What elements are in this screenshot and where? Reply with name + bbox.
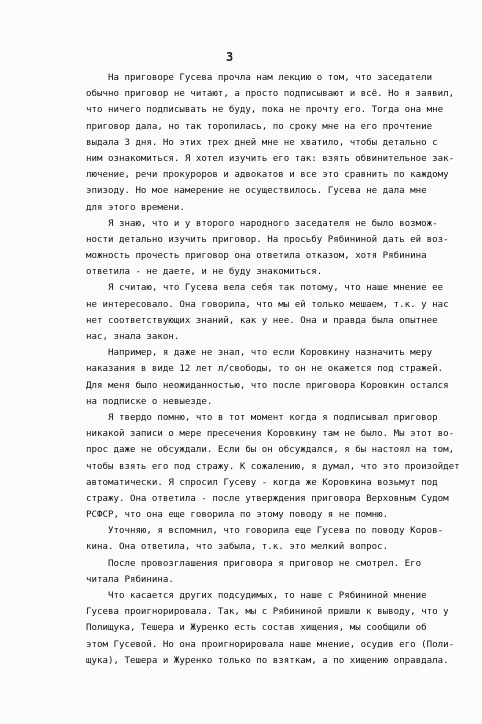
text-line: стражу. Она ответила - после утверждения приговора Верховным Судом: [86, 493, 449, 504]
text-line: Я считаю, что Гусева вела себя так потому, что наше мнение ее: [86, 283, 444, 294]
text-line: Уточняю, я вспомнил, что говорила еще Гусева по поводу Коров-: [86, 526, 444, 537]
text-line: Для меня было неожиданностью, что после приговора Коровкин остался: [86, 380, 449, 391]
text-line: Что касается других подсудимых, то наше с Рябининой мнение: [86, 591, 427, 601]
text-line: не интересовало. Она говорила, что мы ей только мешаем, т.к. у нас: [86, 299, 449, 310]
text-line: автоматически. Я спросил Гусеву - когда же Коровкина возьмут под: [86, 477, 438, 488]
text-line: ответила - не даете, и не буду знакомиться.: [86, 267, 323, 278]
text-line: лючение, речи прокуроров и адвокатов и все это сравнить по каждому: [86, 170, 449, 181]
text-line: кина. Она ответила, что забыла, т.к. это мелкий вопрос.: [86, 542, 389, 553]
text-line: На приговоре Гусева прочла нам лекцию о том, что заседатели: [86, 73, 433, 83]
page-number: 3: [226, 50, 234, 64]
document-body: [86, 70, 462, 669]
text-line: Полищука, Тешера и Журенко есть состав хищения, мы сообщили об: [86, 623, 427, 634]
text-line: эпизоду. Но мое намерение не осуществилось. Гусева не дала мне: [86, 186, 427, 197]
text-line: выдала 3 дня. Но этих трех дней мне не хватило, чтобы детально с: [86, 137, 438, 148]
text-line: обычно приговор не читают, а просто подписывают и всё. Но я заявил,: [86, 89, 455, 100]
text-line: прос даже не обсуждали. Если бы он обсуждался, я бы настоял на том,: [86, 445, 455, 456]
text-line: щука), Тешера и Журенко только по взяткам, а по хищению оправдала.: [86, 655, 449, 666]
text-line: ним ознакомиться. Я хотел изучить его так: взять обвинительное зак-: [86, 153, 455, 164]
text-line: этом Гусевой. Но она проигнорировала наше мнение, осудив его (Поли-: [86, 639, 455, 650]
text-line: на подписке о невыезде.: [86, 396, 213, 407]
text-line: никакой записи о мере пресечения Коровкину там не было. Мы этот во-: [86, 429, 455, 440]
text-line: чтобы взять его под стражу. К сожалению, я думал, что это произойдет: [86, 461, 460, 472]
text-line: РСФСР, что она еще говорила по этому поводу я не помню.: [86, 510, 389, 521]
text-line: Гусева проигнорировала. Так, мы с Рябининой пришли к выводу, что у: [86, 607, 449, 618]
text-line: Я твердо помню, что в тот момент когда я подписывал приговор: [86, 412, 438, 423]
text-line: приговор дала, но так торопилась, по сроку мне на его прочтение: [86, 121, 433, 132]
text-line: читала Рябинина.: [86, 574, 174, 585]
text-line: После провозглашения приговора я приговор не смотрел. Его: [86, 558, 422, 569]
text-line: для этого времени.: [86, 202, 185, 213]
text-line: что ничего подписывать не буду, пока не прочту его. Тогда она мне: [86, 105, 444, 116]
text-line: Я знаю, что и у второго народного заседателя не было возмож-: [86, 218, 438, 229]
text-line: Например, я даже не знал, что если Коровкину назначить меру: [86, 348, 433, 359]
text-line: нет соответствующих знаний, как у нее. Она и правда была опытнее: [86, 315, 438, 326]
text-line: можность прочесть приговор она ответила отказом, хотя Рябинина: [86, 251, 427, 262]
text-line: наказания в виде 12 лет л/свободы, то он не окажется под стражей.: [86, 364, 444, 375]
text-line: ности детально изучить приговор. На просьбу Рябининой дать ей воз-: [86, 234, 449, 245]
text-line: нас, знала закон.: [86, 332, 180, 342]
